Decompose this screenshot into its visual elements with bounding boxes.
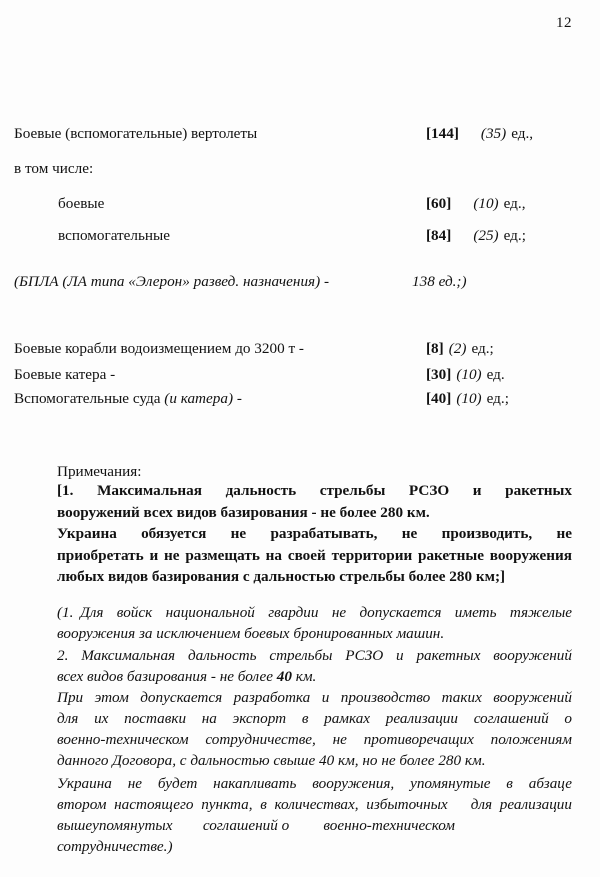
unit-label: ед. [486, 366, 505, 383]
inventory-label: вспомогательные [58, 227, 170, 244]
emphasis-range-value: 40 [276, 668, 292, 685]
inventory-values [426, 365, 505, 384]
bracket-value: [144] [426, 125, 459, 142]
bracket-value: [8] [426, 340, 444, 357]
note-italic-paragraph-3 [14, 687, 572, 771]
uav-note-value: 138 ед.;) [412, 273, 467, 290]
inventory-values [426, 226, 526, 245]
bracket-value: [40] [426, 390, 452, 407]
inventory-row-auxiliary-vessels [14, 389, 586, 408]
inventory-values [426, 124, 533, 143]
note-line: приобретать и не размещать на своей территории ракетные вооружения [57, 546, 572, 564]
note-line: При этом допускается разработка и производство таких вооружений [57, 689, 572, 706]
unit-label: ед., [511, 125, 534, 142]
inventory-label: Боевые корабли водоизмещением до 3200 т - [14, 340, 304, 357]
inventory-row-combat-boats [14, 365, 586, 384]
inventory-label-part-italic: (и катера) [164, 390, 234, 407]
unit-label: ед.; [471, 340, 494, 357]
note-line: для их поставки на экспорт в рамках реализации соглашений о [57, 710, 572, 727]
inventory-row-including [14, 159, 586, 178]
unit-label: ед.; [503, 227, 526, 244]
note-line: вышеупомянутых соглашений о военно-техническом [57, 817, 455, 834]
uav-note-text: (БПЛА (ЛА типа «Элерон» развед. назначения) - [14, 273, 330, 290]
inventory-label: в том числе: [14, 160, 94, 177]
inventory-label-part-c: - [233, 390, 242, 407]
paren-value: (10) [473, 195, 499, 212]
inventory-label [14, 389, 242, 408]
page-number: 12 [556, 15, 572, 31]
inventory-label-part-a: Вспомогательные суда [14, 390, 165, 407]
note-line: втором настоящего пункта, в количествах, избыточных для реализации [57, 796, 572, 813]
unit-label: ед.; [486, 390, 509, 407]
note-line-with-emphasis [14, 666, 572, 687]
paren-value: (10) [456, 366, 482, 383]
note-italic-paragraph-4 [14, 773, 572, 857]
note-bold-paragraph [14, 480, 572, 588]
note-line: любых видов базирования с дальностью стрельбы более 280 км;] [57, 568, 506, 585]
uav-note-line [14, 272, 467, 291]
note-line: вооружения за исключением боевых бронированных машин. [57, 625, 445, 642]
note-line-part-a: всех видов базирования - не более [57, 668, 277, 685]
unit-label: ед., [503, 195, 526, 212]
notes-heading: Примечания: [57, 463, 142, 480]
bracket-value: [30] [426, 366, 452, 383]
inventory-values [426, 194, 526, 213]
note-line: сотрудничестве.) [57, 838, 173, 855]
inventory-label: Боевые катера - [14, 366, 116, 383]
note-line: Украина не будет накапливать вооружения, упомянутые в абзаце [57, 775, 572, 792]
paren-value: (10) [456, 390, 482, 407]
paren-value: (25) [473, 227, 499, 244]
note-italic-paragraph-1 [14, 602, 572, 644]
note-line: данного Договора, с дальностью свыше 40 км, но не более 280 км. [57, 752, 486, 769]
inventory-row-helicopters-auxiliary [14, 226, 586, 245]
note-line: 2. Максимальная дальность стрельбы РСЗО и ракетных вооружений [57, 647, 572, 664]
inventory-row-helicopters-total [14, 124, 586, 143]
note-line: вооружений всех видов базирования - не более 280 км. [57, 503, 430, 521]
inventory-values [426, 389, 509, 408]
inventory-label: боевые [58, 195, 105, 212]
note-line: военно-техническом сотрудничестве, не противоречащих положениям [57, 731, 572, 748]
note-italic-paragraph-2 [14, 645, 572, 687]
paren-value: (2) [448, 340, 467, 357]
bracket-value: [84] [426, 227, 452, 244]
paren-value: (35) [480, 125, 507, 142]
inventory-row-warships-3200t [14, 339, 586, 358]
bracket-value: [60] [426, 195, 452, 212]
note-line: [1. Максимальная дальность стрельбы РСЗО и ракетных [57, 482, 572, 499]
note-line: Украина обязуется не разрабатывать, не производить, не [57, 525, 572, 542]
inventory-row-helicopters-combat [14, 194, 586, 213]
inventory-label: Боевые (вспомогательные) вертолеты [14, 125, 258, 142]
note-line-part-b: км. [291, 668, 317, 685]
inventory-values [426, 339, 494, 358]
note-line: (1. Для войск национальной гвардии не допускается иметь тяжелые [57, 604, 572, 621]
